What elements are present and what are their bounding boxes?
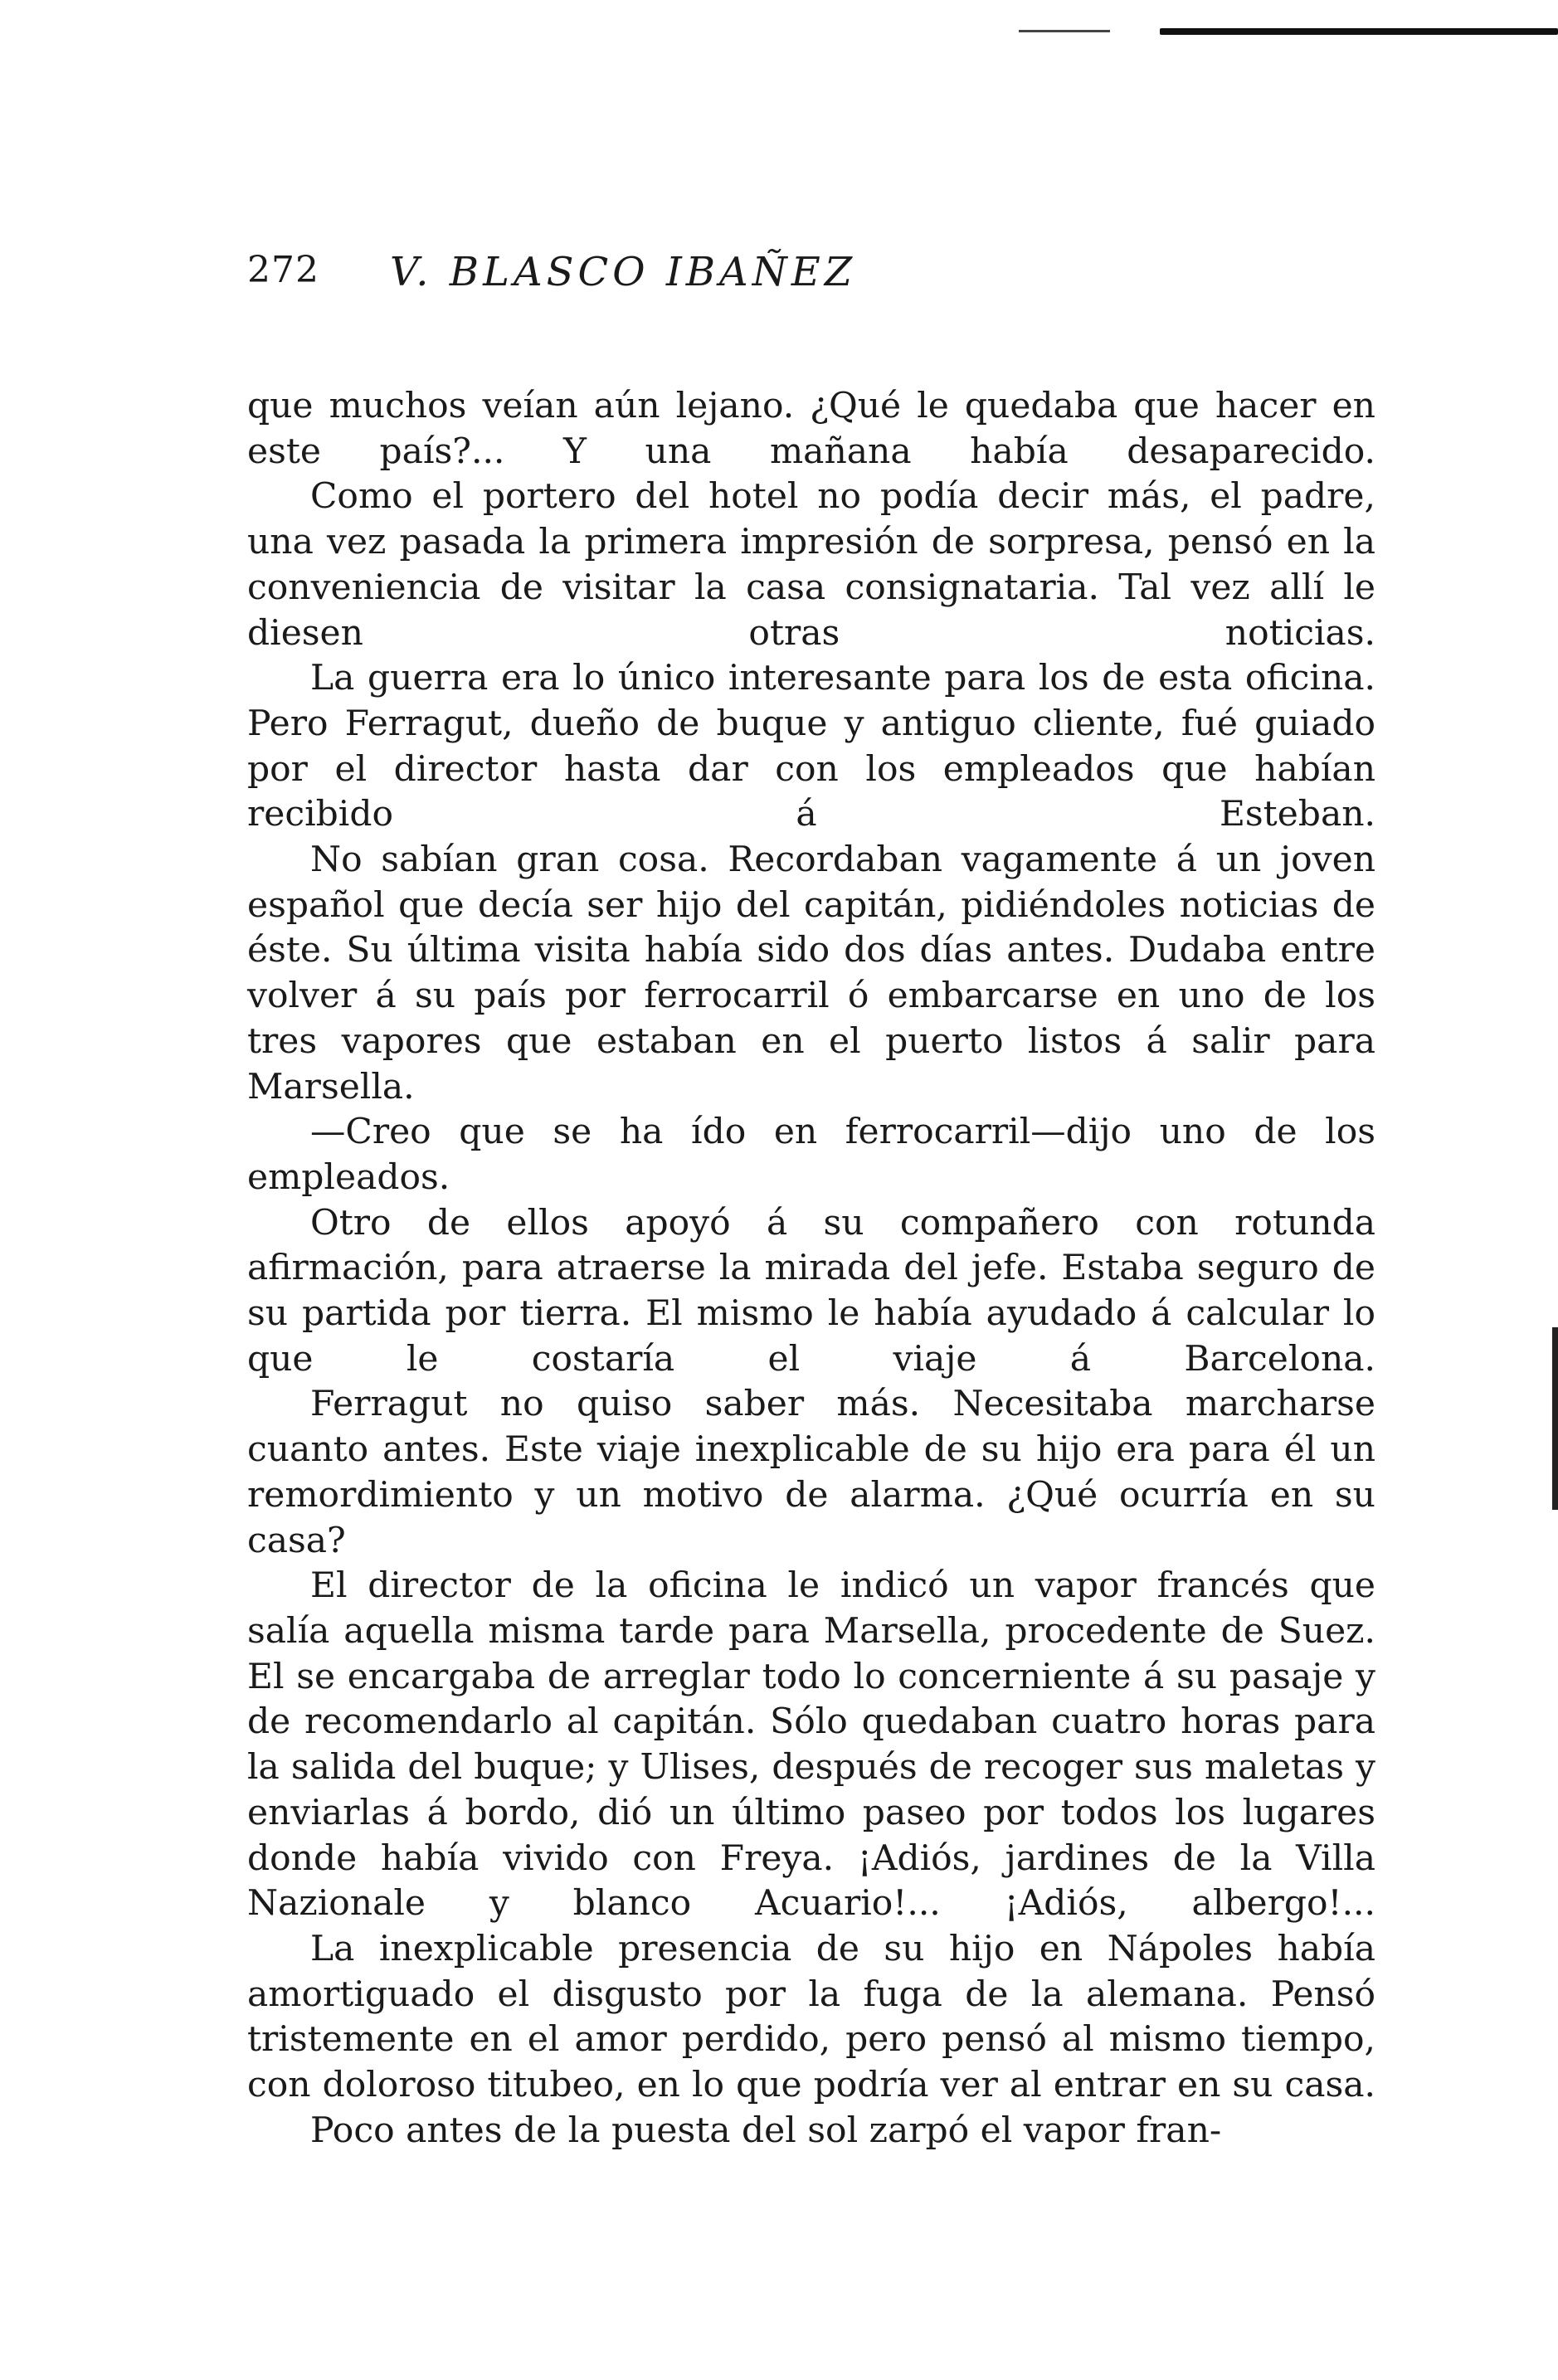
paragraph-8: El director de la oficina le indicó un vapor francés que salía aquella misma tarde para Marsella, procedente de Suez. El se encargaba de arreglar todo lo concerniente á su pasaje y de recomendarlo al capitán. Sólo quedaban cuatro horas para la salida del buque; y Ulises, después de recoger sus maletas y enviarlas á bordo, dió un último paseo por todos los lugares donde había vivido con Freya. ¡Adiós, jardines de la Villa Nazionale y blanco Acuario!... ¡Adiós, albergo!... bbox=[247, 1565, 1375, 1924]
paragraph-9: La inexplicable presencia de su hijo en Nápoles había amortiguado el disgusto por la fuga de la alemana. Pensó tristemente en el amor perdido, pero pensó al mismo tiempo, con doloroso titubeo, en lo que podría ver al entrar en su casa. bbox=[247, 1927, 1375, 2105]
paragraph-1: que muchos veían aún lejano. ¿Qué le quedaba que hacer en este país?... Y una mañana había desaparecido. bbox=[247, 385, 1375, 471]
body-text bbox=[247, 383, 1375, 2153]
running-header bbox=[247, 249, 1375, 310]
paragraph-5: —Creo que se ha ído en ferrocarril—dijo uno de los empleados. bbox=[247, 1111, 1375, 1197]
scan-side-mark bbox=[1552, 1327, 1558, 1510]
paragraph-4: No sabían gran cosa. Recordaban vagamente á un joven español que decía ser hijo del capitán, pidiéndoles noticias de éste. Su última visita había sido dos días antes. Dudaba entre volver á su país por ferrocarril ó embarcarse en uno de los tres vapores que estaban en el puerto listos á salir para Marsella. bbox=[247, 839, 1375, 1107]
page-number: 272 bbox=[247, 249, 319, 291]
book-page bbox=[247, 249, 1375, 2153]
scan-edge-mark bbox=[1160, 28, 1558, 35]
paragraph-6: Otro de ellos apoyó á su compañero con rotunda afirmación, para atraerse la mirada del jefe. Estaba seguro de su partida por tierra. El mismo le había ayudado á calcular lo que le costaría el viaje á Barcelona. bbox=[247, 1201, 1375, 1379]
paragraph-7: Ferragut no quiso saber más. Necesitaba marcharse cuanto antes. Este viaje inexplicable de su hijo era para él un remordimiento y un motivo de alarma. ¿Qué ocurría en su casa? bbox=[247, 1383, 1375, 1560]
paragraph-3: La guerra era lo único interesante para los de esta oficina. Pero Ferragut, dueño de buque y antiguo cliente, fué guiado por el director hasta dar con los empleados que habían recibido á Esteban. bbox=[247, 657, 1375, 835]
running-title: V. BLASCO IBAÑEZ bbox=[390, 249, 857, 295]
paragraph-2: Como el portero del hotel no podía decir más, el padre, una vez pasada la primera impresión de sorpresa, pensó en la conveniencia de visitar la casa consignataria. Tal vez allí le diesen otras noticias. bbox=[247, 475, 1375, 653]
paragraph-10: Poco antes de la puesta del sol zarpó el vapor fran- bbox=[310, 2109, 1222, 2150]
